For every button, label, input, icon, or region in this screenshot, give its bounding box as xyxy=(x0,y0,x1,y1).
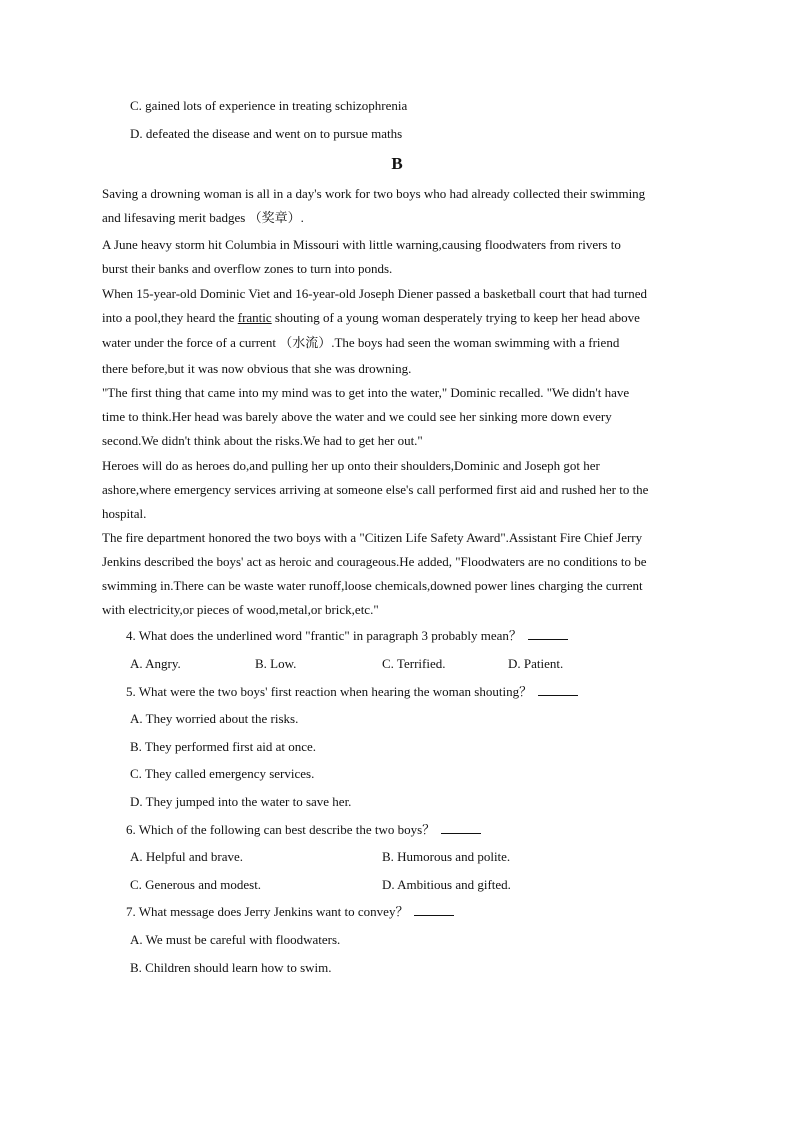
option-4d[interactable]: D. Patient. xyxy=(508,656,564,671)
option-5a[interactable]: A. They worried about the risks. xyxy=(130,711,299,726)
question-5 xyxy=(126,684,578,700)
question-4 xyxy=(126,628,568,644)
passage-line: second.We didn't think about the risks.We had to get her out." xyxy=(102,433,423,448)
option-6b[interactable]: B. Humorous and polite. xyxy=(382,849,511,864)
question-text: 4. What does the underlined word "frantic" in paragraph 3 probably mean？ xyxy=(126,628,522,643)
question-text: 7. What message does Jerry Jenkins want to convey？ xyxy=(126,904,409,919)
passage-line: and lifesaving merit badges （奖章）. xyxy=(102,210,304,225)
answer-blank[interactable] xyxy=(414,904,454,916)
passage-line: The fire department honored the two boys with a "Citizen Life Safety Award".Assistant Fire Chief Jerry xyxy=(102,530,643,545)
option-4c[interactable]: C. Terrified. xyxy=(382,656,446,671)
passage-line-underlined xyxy=(102,310,694,326)
option-4a[interactable]: A. Angry. xyxy=(130,656,181,671)
underlined-word-frantic: frantic xyxy=(237,310,272,325)
question-6 xyxy=(126,822,481,838)
passage-line: "The first thing that came into my mind was to get into the water," Dominic recalled. "We didn't have xyxy=(102,385,630,400)
option-5d[interactable]: D. They jumped into the water to save her. xyxy=(130,794,352,809)
passage-line: burst their banks and overflow zones to turn into ponds. xyxy=(102,261,393,276)
option-5c[interactable]: C. They called emergency services. xyxy=(130,766,315,781)
passage-line: swimming in.There can be waste water runoff,loose chemicals,downed power lines charging the current xyxy=(102,578,643,593)
answer-blank[interactable] xyxy=(538,684,578,696)
passage-line: When 15-year-old Dominic Viet and 16-year-old Joseph Diener passed a basketball court that had turned xyxy=(102,286,648,301)
option-7b[interactable]: B. Children should learn how to swim. xyxy=(130,960,332,975)
question-text: 5. What were the two boys' first reaction when hearing the woman shouting？ xyxy=(126,684,533,699)
option-6d[interactable]: D. Ambitious and gifted. xyxy=(382,877,511,892)
option-6c[interactable]: C. Generous and modest. xyxy=(130,877,262,892)
passage-line: time to think.Her head was barely above the water and we could see her sinking more down every xyxy=(102,409,612,424)
passage-line: Heroes will do as heroes do,and pulling her up onto their shoulders,Dominic and Joseph got her xyxy=(102,458,600,473)
previous-option-c: C. gained lots of experience in treating schizophrenia xyxy=(130,98,408,113)
passage-line: ashore,where emergency services arriving at someone else's call performed first aid and rushed her to the xyxy=(102,482,649,497)
passage-line: Saving a drowning woman is all in a day's work for two boys who had already collected their swimming xyxy=(102,186,646,201)
previous-option-d: D. defeated the disease and went on to pursue maths xyxy=(130,126,403,141)
option-7a[interactable]: A. We must be careful with floodwaters. xyxy=(130,932,341,947)
answer-blank[interactable] xyxy=(528,628,568,640)
option-4b[interactable]: B. Low. xyxy=(255,656,297,671)
text-before-underline: into a pool,they heard the xyxy=(102,310,238,325)
passage-line: hospital. xyxy=(102,506,147,521)
passage-line: water under the force of a current （水流）.The boys had seen the woman swimming with a friend xyxy=(102,335,620,350)
passage-line: Jenkins described the boys' act as heroic and courageous.He added, "Floodwaters are no conditions to be xyxy=(102,554,647,569)
section-title: B xyxy=(391,154,403,173)
question-7 xyxy=(126,904,454,920)
question-text: 6. Which of the following can best describe the two boys？ xyxy=(126,822,436,837)
passage-line: A June heavy storm hit Columbia in Missouri with little warning,causing floodwaters from rivers to xyxy=(102,237,621,252)
passage-line: with electricity,or pieces of wood,metal,or brick,etc." xyxy=(102,602,379,617)
option-5b[interactable]: B. They performed first aid at once. xyxy=(130,739,317,754)
text-after-underline: shouting of a young woman desperately trying to keep her head above xyxy=(271,310,640,325)
answer-blank[interactable] xyxy=(441,822,481,834)
passage-line: there before,but it was now obvious that she was drowning. xyxy=(102,361,412,376)
option-6a[interactable]: A. Helpful and brave. xyxy=(130,849,243,864)
